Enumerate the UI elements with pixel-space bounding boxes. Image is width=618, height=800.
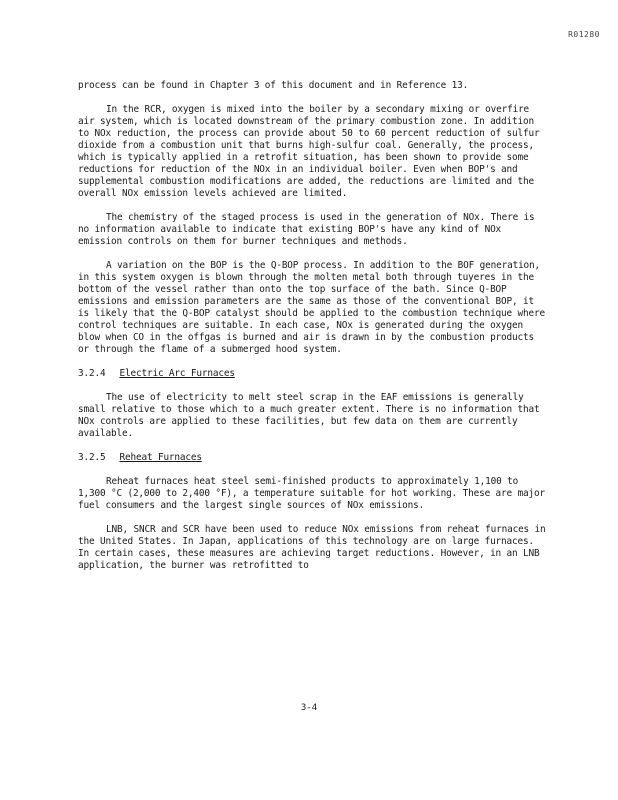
paragraph-eaf: The use of electricity to melt steel scrap in the EAF emissions is generally small relative to those which to a much greater extent. There is no information that NOx controls are applied to these facilities, but few data on them are currently available.: [78, 392, 540, 439]
paragraph-reheat-temps: Reheat furnaces heat steel semi-finished products to approximately 1,100 to 1,300 °C (2,000 to 2,400 °F), a temperature suitable for hot working. These are major fuel consumers and the largest single sources of NOx emissions.: [78, 476, 546, 511]
paragraph-nox-chemistry: The chemistry of the staged process is used in the generation of NOx. There is no information available to indicate that existing BOP's have any kind of NOx emission controls on them for burner techniques and methods.: [78, 212, 535, 247]
section-number: 3.2.4: [78, 368, 106, 379]
section-number: 3.2.5: [78, 452, 106, 463]
page-number: 3-4: [300, 703, 318, 713]
paragraph-intro: process can be found in Chapter 3 of this document and in Reference 13.: [78, 80, 469, 91]
section-title: Electric Arc Furnaces: [119, 368, 235, 379]
section-heading-reheat: [78, 452, 548, 464]
section-heading-electric-arc: [78, 368, 548, 380]
section-title: Reheat Furnaces: [119, 452, 202, 463]
paragraph-bof-oxygen: In the RCR, oxygen is mixed into the boiler by a secondary mixing or overfire air system, which is located downstream of the primary combustion zone. In addition to NOx reduction, the process can provide about 50 to 60 percent reduction of sulfur dioxide from a combustion unit that burns high-sulfur coal. Generally, the process, which is typically applied in a retrofit situation, has been shown to provide some reductions for reduction of the NOx in an individual boiler. Even when BOP's and supplemental combustion modifications are added, the reductions are limited and the overall NOx emission levels achieved are limited.: [78, 104, 540, 199]
paragraph-qbop: A variation on the BOP is the Q-BOP process. In addition to the BOF generation, in this system oxygen is blown through the molten metal both through tuyeres in the bottom of the vessel rather than onto the top surface of the bath. Since Q-BOP emissions and emission parameters are the same as those of the conventional BOP, it is likely that the Q-BOP catalyst should be applied to the combustion technique where control techniques are suitable. In each case, NOx is generated during the oxygen blow when CO in the offgas is burned and air is drawn in by the combustion products or through the flame of a submerged hood system.: [78, 260, 546, 355]
document-id: R01280: [568, 30, 600, 39]
document-body: [78, 80, 548, 584]
paragraph-reheat-controls: LNB, SNCR and SCR have been used to reduce NOx emissions from reheat furnaces in the United States. In Japan, applications of this technology are on large furnaces. In certain cases, these measures are achieving target reductions. However, in an LNB application, the burner was retrofitted to: [78, 524, 546, 571]
